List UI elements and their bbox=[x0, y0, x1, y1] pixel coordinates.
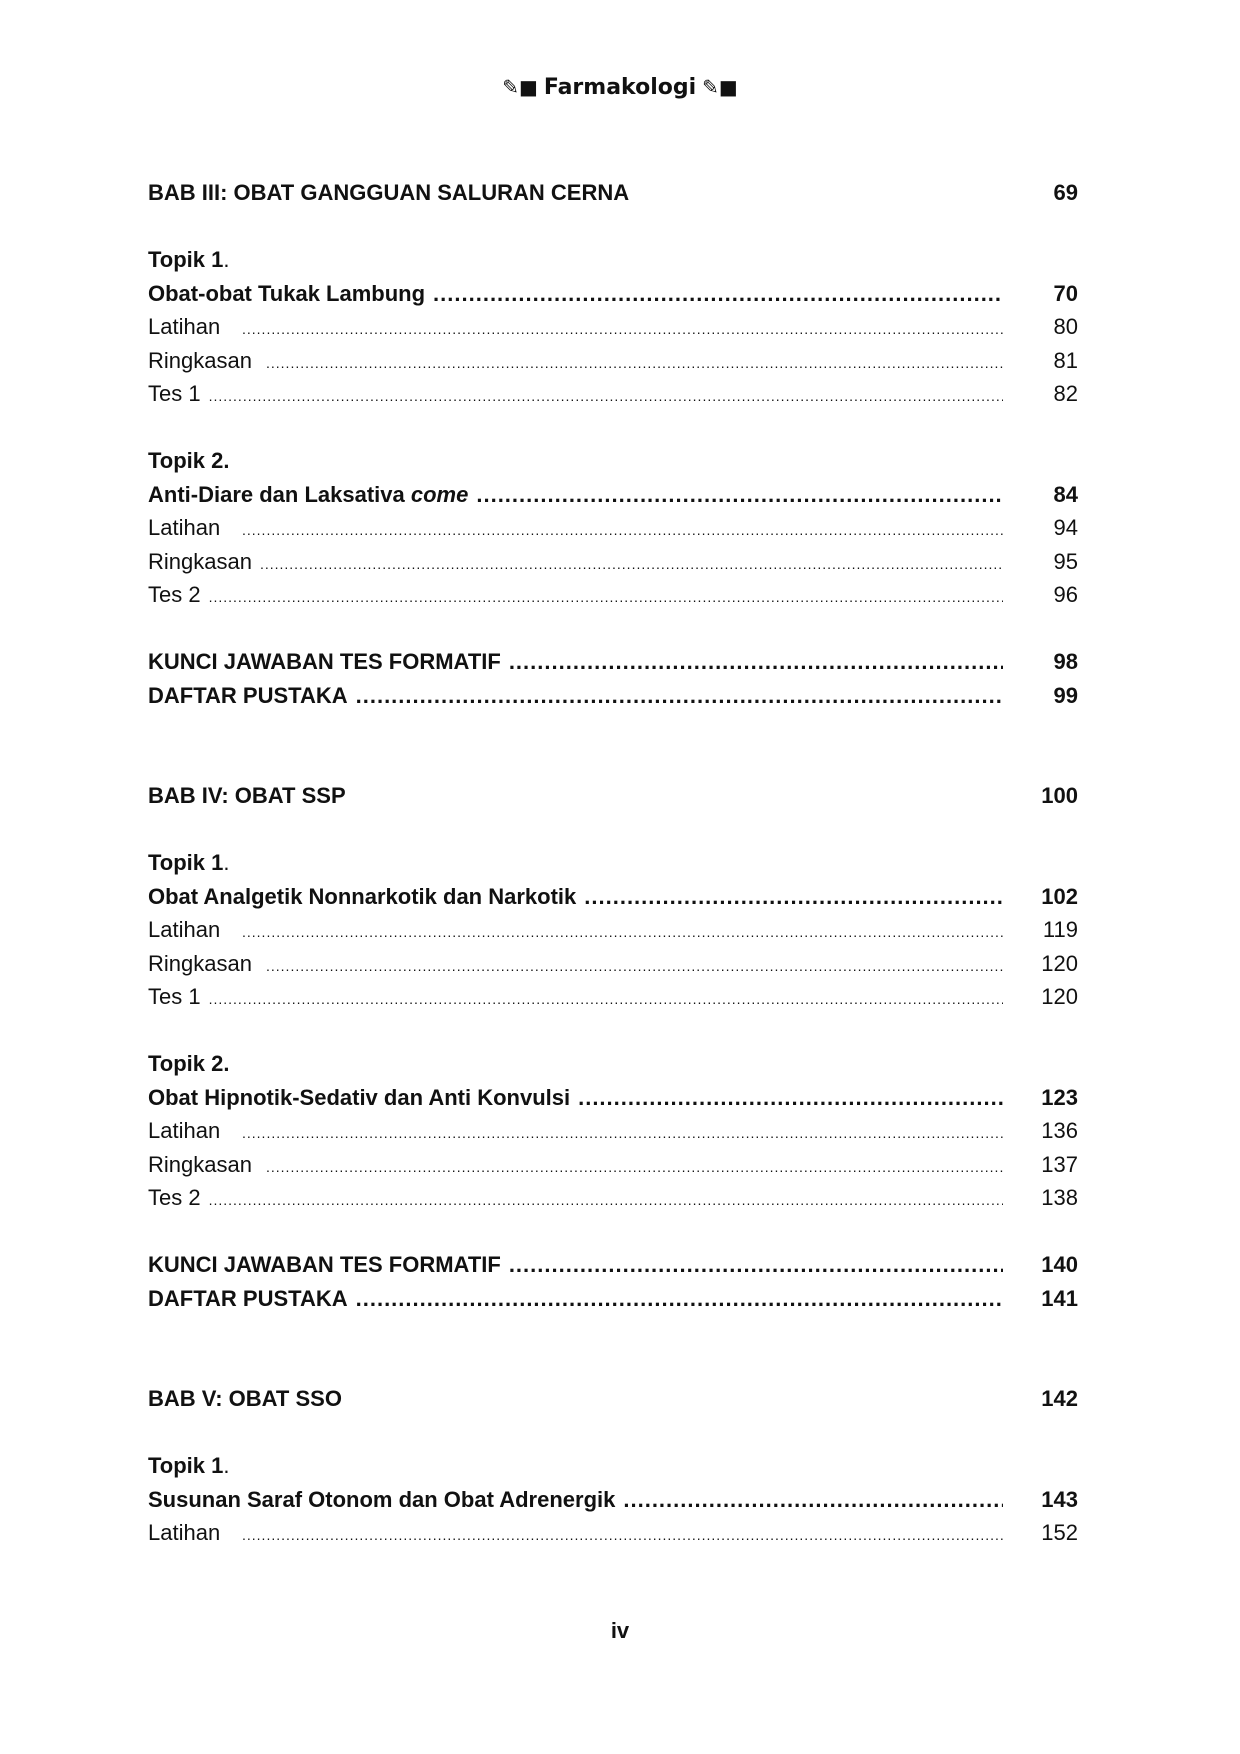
topic-label: Topik 1. bbox=[148, 247, 230, 272]
toc-entry-ringkasan[interactable] bbox=[148, 545, 1078, 579]
spacer bbox=[148, 712, 1078, 779]
dot-leader bbox=[623, 1483, 1003, 1517]
dot-leader bbox=[509, 645, 1003, 679]
book-title: Farmakologi bbox=[543, 75, 697, 100]
entry-title: KUNCI JAWABAN TES FORMATIF bbox=[148, 1252, 501, 1277]
topic-number: Topik 1 bbox=[148, 850, 224, 875]
page-ref: 95 bbox=[1053, 548, 1078, 574]
entry-title: Obat Hipnotik-Sedativ dan Anti Konvulsi bbox=[148, 1084, 571, 1110]
dot-leader bbox=[209, 983, 1003, 1017]
page-ref: 140 bbox=[1041, 1252, 1078, 1277]
dot-leader bbox=[476, 478, 1003, 512]
toc-entry-tes[interactable] bbox=[148, 377, 1078, 411]
dot-leader bbox=[356, 1282, 1003, 1316]
page-ref: 119 bbox=[1042, 917, 1078, 942]
entry-title: Latihan bbox=[148, 1520, 221, 1545]
entry-title: DAFTAR PUSTAKA bbox=[148, 682, 348, 708]
dot-leader bbox=[209, 1184, 1003, 1218]
toc-entry-kunci-jawaban[interactable] bbox=[148, 1248, 1078, 1282]
entry-title: Tes 2 bbox=[148, 1185, 201, 1210]
toc-entry-latihan[interactable] bbox=[148, 1114, 1078, 1148]
page-ref: 102 bbox=[1041, 883, 1078, 909]
toc-entry-topic[interactable] bbox=[148, 1483, 1078, 1517]
page-ref: 81 bbox=[1053, 347, 1078, 373]
dot-leader bbox=[266, 347, 1003, 381]
page-ref: 96 bbox=[1053, 582, 1078, 607]
page-ref: 94 bbox=[1053, 515, 1078, 540]
toc-entry-topic[interactable] bbox=[148, 277, 1078, 311]
dot-leader bbox=[266, 950, 1003, 984]
dot-leader bbox=[209, 581, 1003, 615]
page-ref: 98 bbox=[1053, 649, 1078, 674]
spacer bbox=[148, 1315, 1078, 1382]
toc-entry-topic[interactable] bbox=[148, 478, 1078, 512]
entry-title: Tes 1 bbox=[148, 381, 201, 406]
entry-title: Latihan bbox=[148, 314, 221, 339]
page-ref: 69 bbox=[1053, 180, 1078, 205]
pencil-square-icon: ✎■ bbox=[502, 75, 538, 99]
dot-leader bbox=[209, 380, 1003, 414]
topic-number: Topik 1 bbox=[148, 1453, 224, 1478]
entry-title: Ringkasan bbox=[148, 950, 252, 976]
entry-title: Anti-Diare dan Laksativa come bbox=[148, 481, 469, 507]
pencil-square-icon: ✎■ bbox=[702, 75, 738, 99]
dot-leader bbox=[509, 1248, 1003, 1282]
page-ref: 80 bbox=[1053, 314, 1078, 339]
spacer bbox=[148, 210, 1078, 244]
toc-entry-tes[interactable] bbox=[148, 578, 1078, 612]
page-ref: 143 bbox=[1041, 1486, 1078, 1512]
topic-number: Topik 2. bbox=[148, 1051, 230, 1076]
page-number: iv bbox=[610, 1618, 630, 1643]
dot-leader bbox=[242, 313, 1003, 347]
topic-number: Topik 2. bbox=[148, 448, 230, 473]
entry-title: Latihan bbox=[148, 1118, 221, 1143]
entry-title: Obat-obat Tukak Lambung bbox=[148, 280, 426, 306]
toc-entry-latihan[interactable] bbox=[148, 1516, 1078, 1550]
entry-title: Tes 1 bbox=[148, 984, 201, 1009]
toc-entry-kunci-jawaban[interactable] bbox=[148, 645, 1078, 679]
entry-title: Ringkasan bbox=[148, 347, 252, 373]
chapter-title: BAB IV: OBAT SSP bbox=[148, 783, 346, 808]
spacer bbox=[148, 411, 1078, 445]
chapter-title: BAB V: OBAT SSO bbox=[148, 1386, 342, 1411]
dot-leader bbox=[242, 1117, 1003, 1151]
toc-entry-latihan[interactable] bbox=[148, 913, 1078, 947]
entry-title: Obat Analgetik Nonnarkotik dan Narkotik bbox=[148, 883, 577, 909]
page-ref: 138 bbox=[1041, 1185, 1078, 1210]
entry-title: Susunan Saraf Otonom dan Obat Adrenergik bbox=[148, 1486, 616, 1512]
dot-leader bbox=[584, 880, 1003, 914]
topic-label: Topik 1. bbox=[148, 850, 230, 875]
spacer bbox=[148, 1014, 1078, 1048]
page-ref: 99 bbox=[1053, 682, 1078, 708]
spacer bbox=[148, 1416, 1078, 1450]
topic-label bbox=[148, 444, 1078, 478]
entry-title: Ringkasan bbox=[148, 548, 252, 574]
toc-entry-tes[interactable] bbox=[148, 980, 1078, 1014]
page-ref: 120 bbox=[1041, 950, 1078, 976]
entry-title: Ringkasan bbox=[148, 1151, 252, 1177]
page-ref: 70 bbox=[1053, 280, 1078, 306]
table-of-contents bbox=[148, 176, 1078, 1550]
dot-leader bbox=[266, 1151, 1003, 1185]
spacer bbox=[148, 813, 1078, 847]
page-ref: 141 bbox=[1041, 1285, 1078, 1311]
entry-title: KUNCI JAWABAN TES FORMATIF bbox=[148, 649, 501, 674]
entry-title: Tes 2 bbox=[148, 582, 201, 607]
toc-entry-daftar-pustaka[interactable] bbox=[148, 1282, 1078, 1316]
dot-leader bbox=[356, 679, 1003, 713]
dot-leader bbox=[242, 916, 1003, 950]
dot-leader bbox=[578, 1081, 1003, 1115]
toc-entry-topic[interactable] bbox=[148, 1081, 1078, 1115]
toc-entry-ringkasan[interactable] bbox=[148, 344, 1078, 378]
page-ref: 123 bbox=[1041, 1084, 1078, 1110]
chapter-heading-bab-5[interactable] bbox=[148, 1382, 1078, 1416]
page-ref: 82 bbox=[1053, 381, 1078, 406]
toc-entry-ringkasan[interactable] bbox=[148, 947, 1078, 981]
toc-entry-latihan[interactable] bbox=[148, 310, 1078, 344]
dot-leader bbox=[433, 277, 1003, 311]
page-ref: 136 bbox=[1041, 1118, 1078, 1143]
topic-label bbox=[148, 1047, 1078, 1081]
toc-entry-tes[interactable] bbox=[148, 1181, 1078, 1215]
running-header bbox=[0, 72, 1240, 103]
dot-leader bbox=[242, 1519, 1003, 1553]
page-ref: 84 bbox=[1053, 481, 1078, 507]
entry-title: Latihan bbox=[148, 515, 221, 540]
dot-leader bbox=[260, 548, 1003, 582]
chapter-title: BAB III: OBAT GANGGUAN SALURAN CERNA bbox=[148, 180, 630, 205]
page-ref: 100 bbox=[1041, 783, 1078, 808]
toc-entry-daftar-pustaka[interactable] bbox=[148, 679, 1078, 713]
dot-leader bbox=[242, 514, 1003, 548]
topic-label: Topik 1. bbox=[148, 1453, 230, 1478]
page-ref: 152 bbox=[1041, 1520, 1078, 1545]
page-ref: 120 bbox=[1041, 984, 1078, 1009]
entry-title: DAFTAR PUSTAKA bbox=[148, 1285, 348, 1311]
chapter-heading-bab-4[interactable] bbox=[148, 779, 1078, 813]
spacer bbox=[148, 1215, 1078, 1249]
page-ref: 142 bbox=[1041, 1386, 1078, 1411]
topic-number: Topik 1 bbox=[148, 247, 224, 272]
page-ref: 137 bbox=[1041, 1151, 1078, 1177]
entry-title: Latihan bbox=[148, 917, 221, 942]
toc-entry-latihan[interactable] bbox=[148, 511, 1078, 545]
toc-entry-topic[interactable] bbox=[148, 880, 1078, 914]
spacer bbox=[148, 612, 1078, 646]
chapter-heading-bab-3[interactable] bbox=[148, 176, 1078, 210]
toc-entry-ringkasan[interactable] bbox=[148, 1148, 1078, 1182]
